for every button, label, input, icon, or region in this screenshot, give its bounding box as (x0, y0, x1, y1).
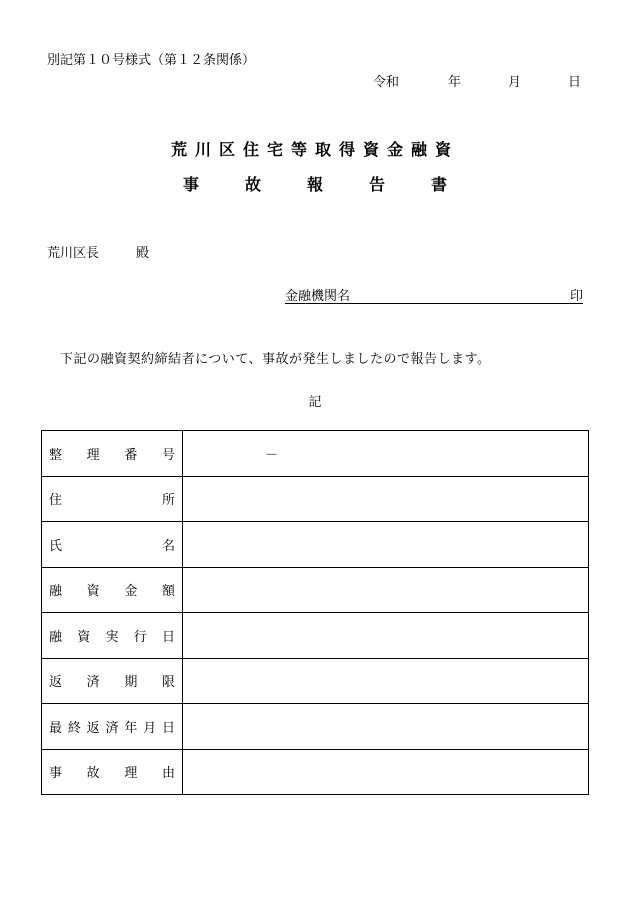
table-row (42, 749, 589, 795)
ki-heading: 記 (308, 395, 322, 410)
table-row (42, 431, 589, 477)
table-row (42, 522, 589, 568)
date-year-field[interactable]: 年 (448, 75, 462, 90)
date-month-field[interactable]: 月 (508, 75, 522, 90)
institution-label: 金融機関名 (285, 289, 351, 304)
row-label: 最 終 返 済 年 月 日 (49, 720, 175, 736)
row-label-cell (42, 613, 183, 659)
report-table-body (42, 431, 589, 795)
row-label-cell (42, 749, 183, 795)
row-value-field[interactable] (183, 522, 589, 568)
row-label: 返 済 期 限 (49, 675, 175, 691)
page-subtitle: 事故報告書 (182, 175, 493, 194)
row-label-cell (42, 704, 183, 750)
row-value-field[interactable] (183, 749, 589, 795)
table-row (42, 476, 589, 522)
row-value-field[interactable]: － (183, 431, 589, 477)
addressee-honorific: 殿 (136, 246, 150, 261)
table-row (42, 704, 589, 750)
row-label-cell (42, 658, 183, 704)
table-row (42, 613, 589, 659)
row-value-field[interactable] (183, 613, 589, 659)
row-label-cell (42, 567, 183, 613)
row-label: 氏 名 (49, 538, 175, 554)
row-label: 事 故 理 由 (49, 766, 175, 782)
table-row (42, 658, 589, 704)
row-value-field[interactable] (183, 704, 589, 750)
row-label: 住 所 (49, 493, 175, 509)
page-title: 荒川区住宅等取得資金融資 (170, 140, 459, 159)
body-text: 下記の融資契約締結者について、事故が発生しましたので報告します。 (60, 352, 491, 367)
row-label-cell (42, 522, 183, 568)
row-label-cell (42, 431, 183, 477)
report-table (41, 430, 589, 795)
row-label: 融 資 実 行 日 (49, 629, 175, 645)
row-label: 融 資 金 額 (49, 584, 175, 600)
table-row (42, 567, 589, 613)
form-number: 別記第１０号様式（第１２条関係） (47, 53, 256, 68)
row-value-field[interactable] (183, 476, 589, 522)
row-value-field[interactable] (183, 567, 589, 613)
row-label: 整 理 番 号 (49, 447, 175, 463)
row-value-field[interactable] (183, 658, 589, 704)
row-label-cell (42, 476, 183, 522)
date-era: 令和 (373, 75, 400, 90)
date-day-field[interactable]: 日 (568, 75, 582, 90)
institution-name-field[interactable] (285, 285, 583, 304)
addressee-name: 荒川区長 (47, 246, 100, 261)
seal-mark: 印 (569, 289, 583, 304)
